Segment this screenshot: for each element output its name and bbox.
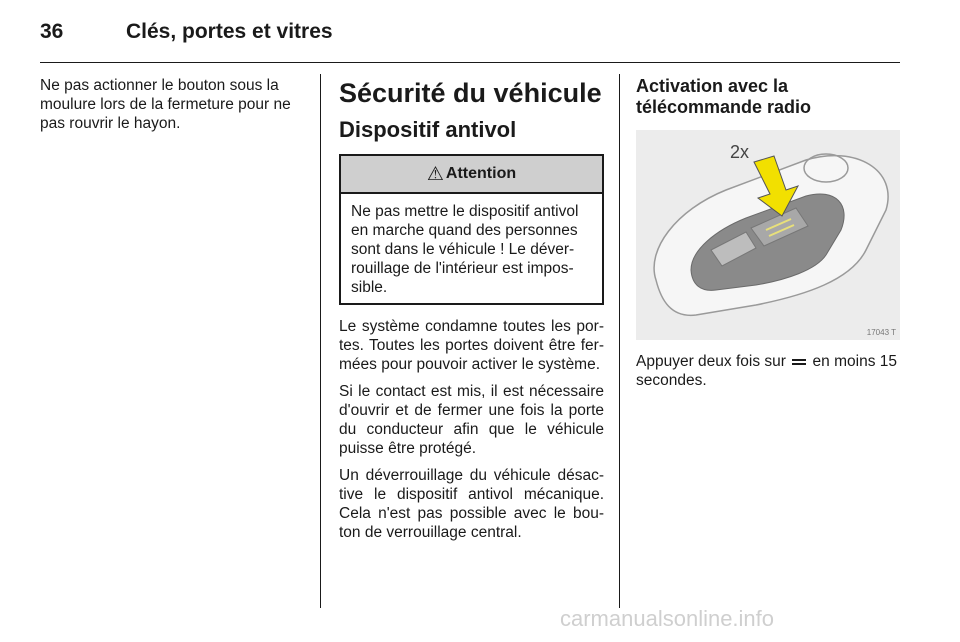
remote-key-drawing bbox=[636, 130, 900, 340]
subsection-heading: Activation avec la télécommande radio bbox=[636, 76, 812, 117]
instruction-text-before: Appuyer deux fois sur bbox=[636, 353, 786, 370]
warning-header bbox=[341, 156, 602, 194]
remote-key-illustration bbox=[636, 130, 900, 340]
figure-code: 17043 T bbox=[866, 328, 896, 337]
body-paragraph: Si le contact est mis, il est nécessaire d'ouvrir et de fermer une fois la porte du conducteur afin que le véhicule puisse être protégé. bbox=[339, 383, 604, 457]
warning-line: Ne pas mettre le dispositif antivol bbox=[351, 203, 579, 220]
press-count-label: 2x bbox=[730, 142, 750, 162]
header-rule bbox=[40, 62, 900, 63]
section-subheading: Dispositif antivol bbox=[339, 117, 517, 142]
watermark: carmanualsonline.info bbox=[560, 606, 775, 631]
warning-line: sible. bbox=[351, 279, 388, 296]
page-title: Clés, portes et vitres bbox=[126, 20, 333, 43]
warning-line: sont dans le véhicule ! Le déver- bbox=[351, 241, 575, 258]
lock-button-icon bbox=[792, 357, 806, 367]
page-header bbox=[40, 18, 900, 58]
warning-body bbox=[341, 194, 602, 303]
body-paragraph: Le système condamne toutes les por-tes. Toutes les portes doivent être fer-mées pour pouvoir activer le système. bbox=[339, 318, 604, 373]
warning-box bbox=[339, 154, 604, 305]
section-heading: Sécurité du véhicule bbox=[339, 78, 602, 108]
instruction-paragraph bbox=[636, 352, 900, 390]
col1-paragraph: Ne pas actionner le bouton sous la moulure lors de la fermeture pour ne pas rouvrir le hayon. bbox=[40, 77, 291, 132]
warning-triangle-icon: ⚠ bbox=[426, 163, 444, 185]
page-number: 36 bbox=[40, 20, 64, 43]
warning-title: Attention bbox=[445, 165, 517, 182]
body-paragraph: Un déverrouillage du véhicule désac-tive le dispositif antivol mécanique. Cela n'est pas possible avec le bou-ton de verrouillage central. bbox=[339, 467, 604, 541]
column-1 bbox=[40, 76, 302, 141]
column-3 bbox=[636, 76, 900, 398]
warning-line: rouillage de l'intérieur est impos- bbox=[351, 260, 574, 277]
column-2 bbox=[339, 76, 604, 550]
warning-line: en marche quand des personnes bbox=[351, 222, 578, 239]
column-divider-2 bbox=[619, 74, 620, 608]
instruction-text-after: en moins 15 secondes. bbox=[636, 353, 897, 389]
column-divider-1 bbox=[320, 74, 321, 608]
